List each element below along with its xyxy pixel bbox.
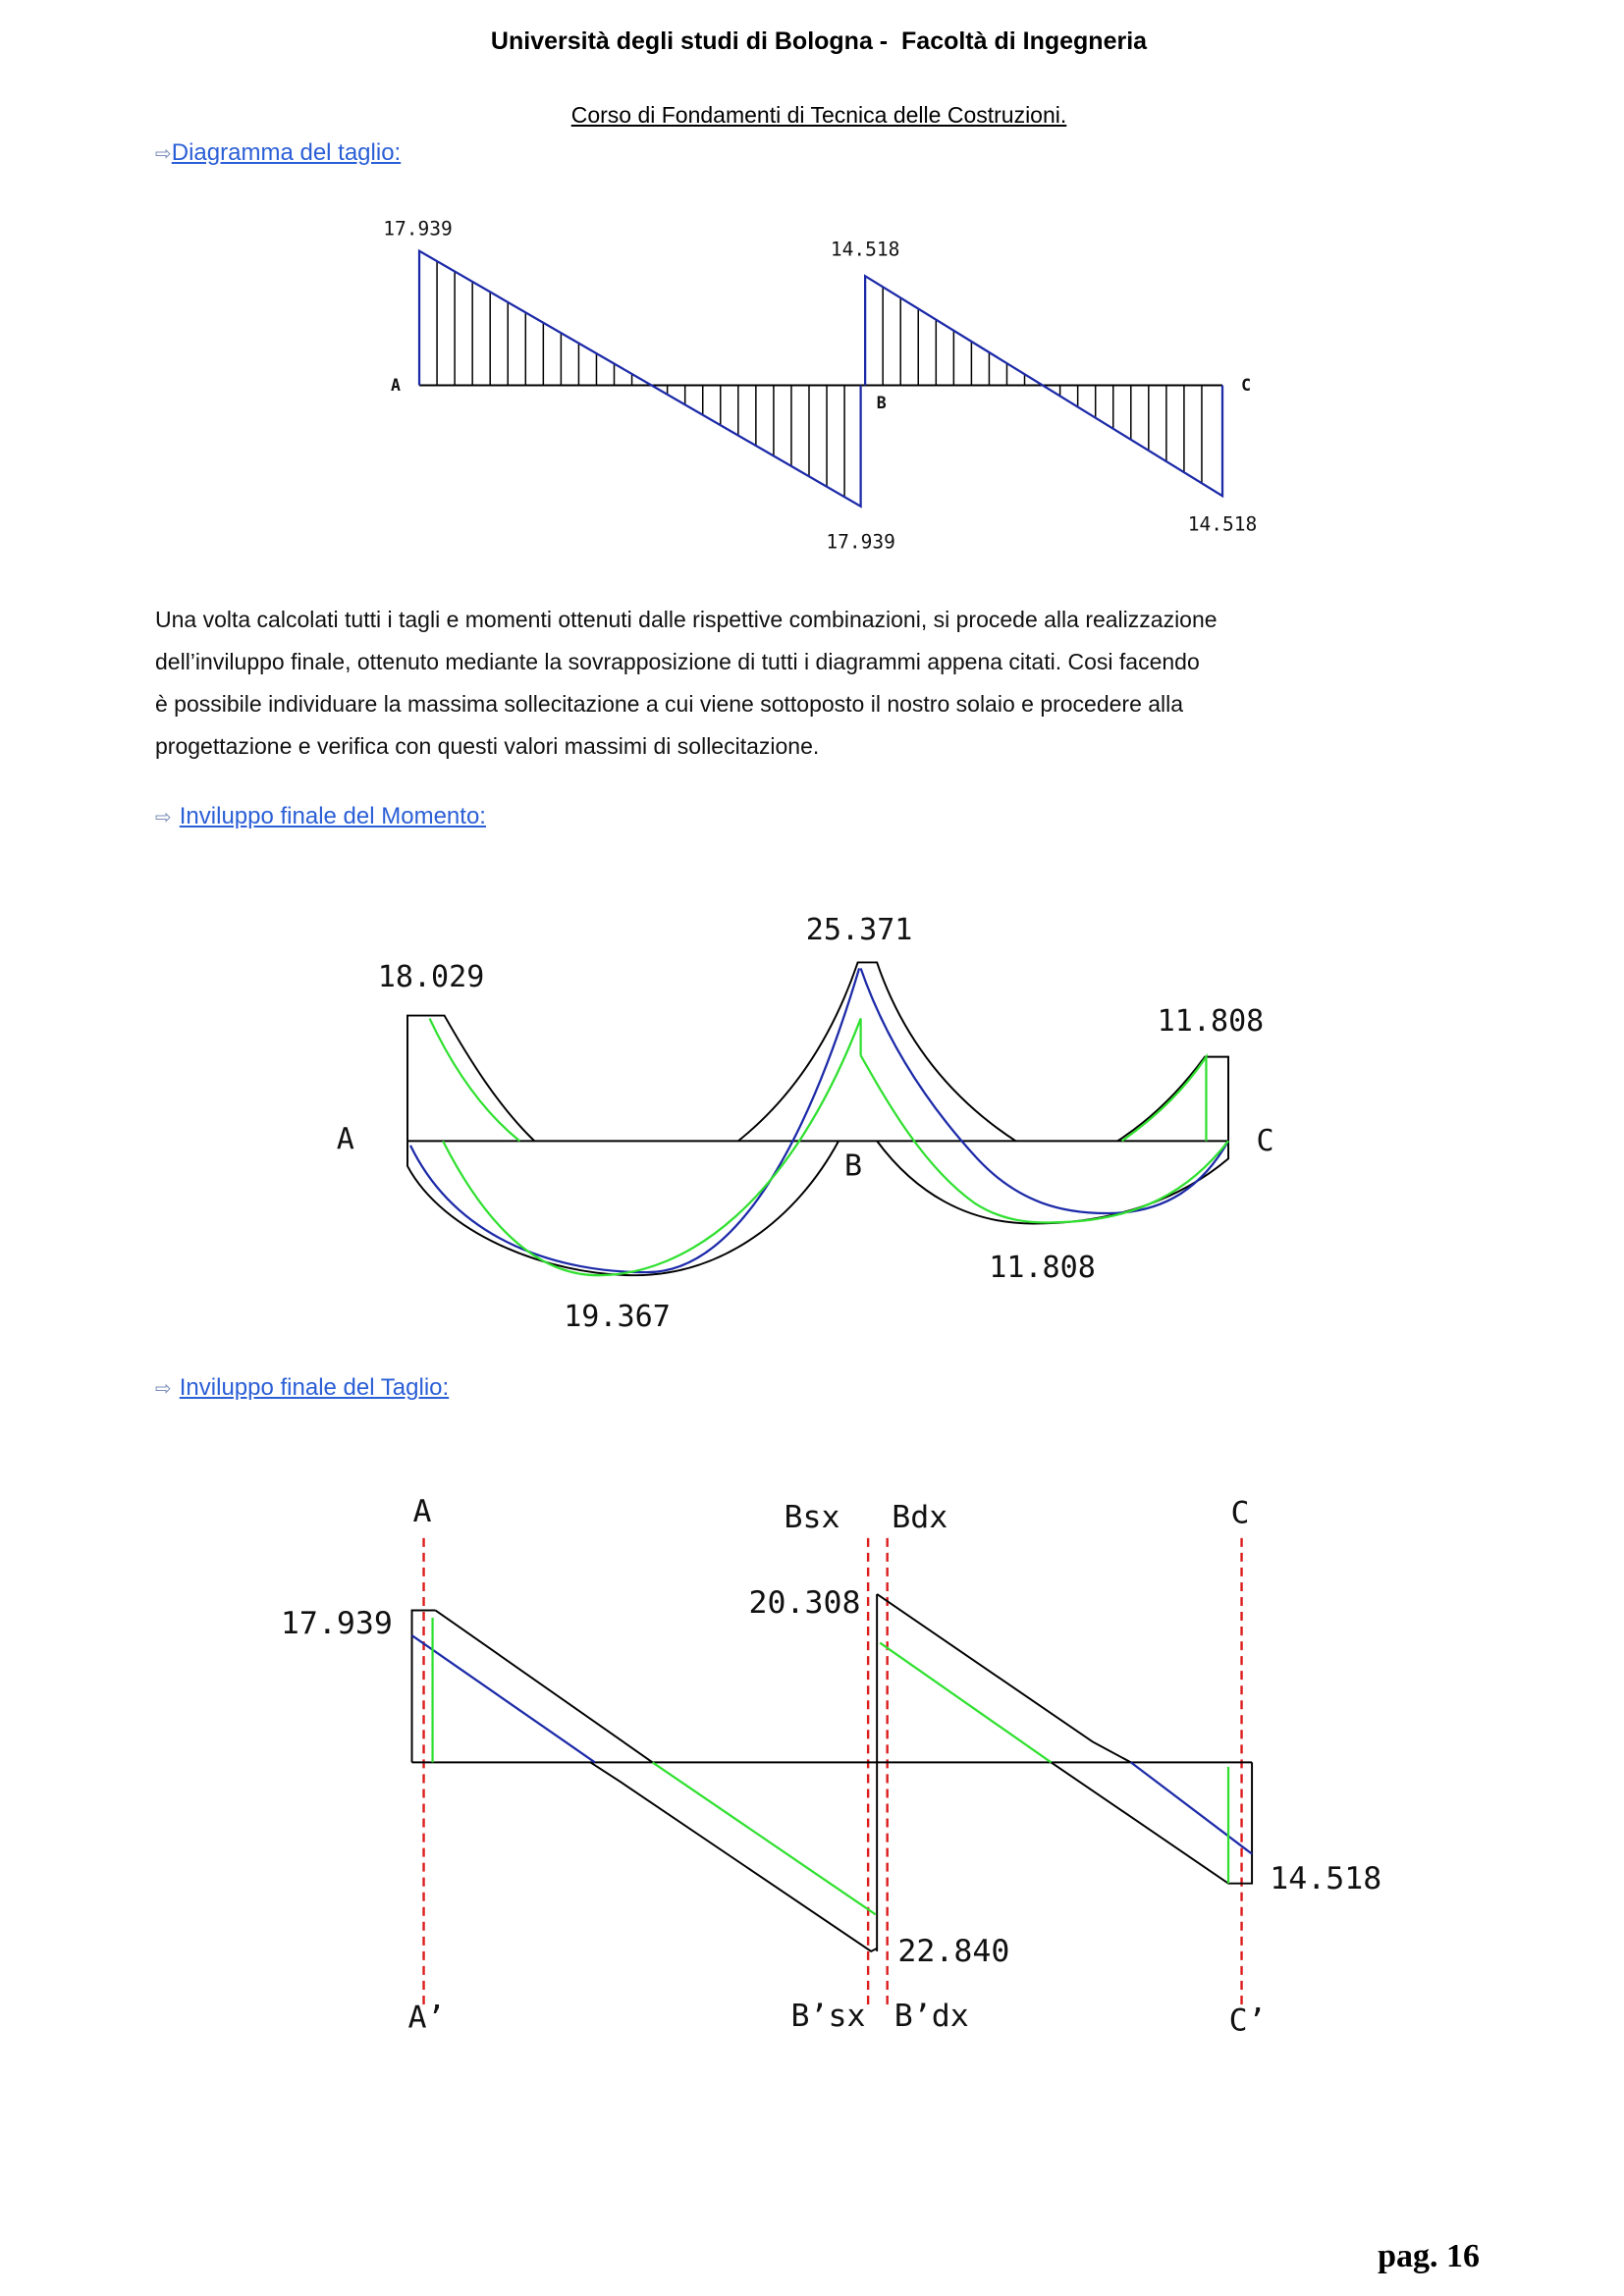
combination-green-c [1122, 1057, 1207, 1142]
envelope-lower-span-bc [1052, 1762, 1252, 1883]
value-c-bottom: 14.518 [1270, 1861, 1382, 1897]
paragraph-line: progettazione e verifica con questi valori massimi di sollecitazione. [155, 733, 820, 759]
support-c-label: C [1241, 375, 1252, 395]
value-a-top: 17.939 [280, 1606, 393, 1642]
value-c-top: 11.808 [1157, 1004, 1265, 1040]
envelope-upper-span-bc [877, 1594, 1131, 1762]
arrow-right-icon: ⇨ [155, 1376, 172, 1400]
combination-blue-span-bc [861, 968, 1228, 1213]
section-bsx-prime-label: B’sx [790, 1999, 866, 2035]
support-a-label: A [336, 1122, 354, 1157]
heading-shear-envelope[interactable] [155, 1374, 449, 1402]
value-bdx-top: 20.308 [748, 1584, 861, 1621]
heading-shear-envelope-link[interactable]: Inviluppo finale del Taglio: [179, 1374, 450, 1401]
section-c-prime-label: C’ [1228, 2002, 1267, 2039]
envelope-upper-span-ab [436, 1611, 653, 1763]
combination-blue-span-ab [412, 1635, 595, 1762]
section-a-prime-label: A’ [407, 2000, 446, 2036]
arrow-right-icon: ⇨ [155, 141, 172, 165]
combination-green-a [430, 1019, 520, 1142]
envelope-lower-span-ab [590, 1762, 877, 1950]
paragraph-line: è possibile individuare la massima sollecitazione a cui viene sottoposto il nostro solaio e procedere alla [155, 691, 1184, 717]
intro-paragraph [155, 599, 1218, 768]
shear-diagram [383, 218, 1257, 554]
hatching [437, 261, 1202, 497]
value-bsx-bottom: 22.840 [897, 1933, 1010, 1969]
envelope-outline-span-ab-sagging [407, 1141, 839, 1275]
combination-green-span-ab [653, 1762, 876, 1914]
heading-moment-envelope-link[interactable]: Inviluppo finale del Momento: [179, 803, 486, 829]
envelope-outline-a [412, 1611, 436, 1763]
combination-green-span-ab [443, 1019, 861, 1276]
value-a-top: 18.029 [377, 959, 485, 994]
combination-green-span-bc [880, 1643, 1051, 1763]
heading-shear-diagram-link[interactable]: Diagramma del taglio: [171, 139, 402, 166]
page-number: pag. 16 [1378, 2238, 1480, 2274]
envelope-outline-c-hogging [1117, 1057, 1228, 1142]
section-bsx-label: Bsx [784, 1499, 840, 1535]
value-span-ab-bottom: 19.367 [564, 1299, 671, 1334]
value-b-top: 25.371 [805, 912, 913, 947]
university-header: Università degli studi di Bologna - Facoltà di Ingegneria [490, 27, 1148, 55]
paragraph-line: Una volta calcolati tutti i tagli e momenti ottenuti dalle rispettive combinazioni, si procede alla realizzazione [155, 607, 1218, 632]
arrow-right-icon: ⇨ [155, 805, 172, 828]
value-a-top: 17.939 [383, 217, 453, 240]
shear-line-span-bc [865, 276, 1222, 496]
combination-green-span-bc [861, 1055, 1228, 1222]
section-bdx-label: Bdx [892, 1499, 948, 1535]
combination-blue-span-ab [410, 968, 859, 1272]
shear-envelope-diagram [281, 1494, 1381, 2039]
envelope-outline-b-hogging [738, 962, 1016, 1141]
section-bdx-prime-label: B’dx [893, 1999, 969, 2035]
shear-line-span-ab [419, 251, 861, 507]
course-title: Corso di Fondamenti di Tecnica delle Costruzioni. [570, 102, 1067, 128]
heading-shear-diagram[interactable] [155, 139, 401, 167]
value-span-bc-bottom: 11.808 [989, 1251, 1096, 1286]
value-c-bottom: 14.518 [1187, 512, 1258, 536]
paragraph-line: dell’inviluppo finale, ottenuto mediante la sovrapposizione di tutti i diagrammi appena citati. Cosi facendo [155, 649, 1200, 674]
envelope-outline-a-hogging [407, 1016, 534, 1142]
value-b-right-top: 14.518 [830, 238, 900, 261]
section-a-label: A [412, 1493, 432, 1529]
value-b-left-bottom: 17.939 [826, 530, 895, 554]
section-c-label: C [1230, 1495, 1250, 1531]
support-b-label: B [844, 1148, 863, 1184]
envelope-outline-span-bc-sagging [877, 1141, 1228, 1223]
support-c-label: C [1256, 1123, 1274, 1158]
support-b-label: B [876, 394, 887, 413]
moment-envelope-diagram [337, 913, 1274, 1334]
heading-moment-envelope[interactable] [155, 803, 486, 830]
combination-blue-span-bc [1131, 1762, 1252, 1853]
support-a-label: A [390, 375, 401, 395]
